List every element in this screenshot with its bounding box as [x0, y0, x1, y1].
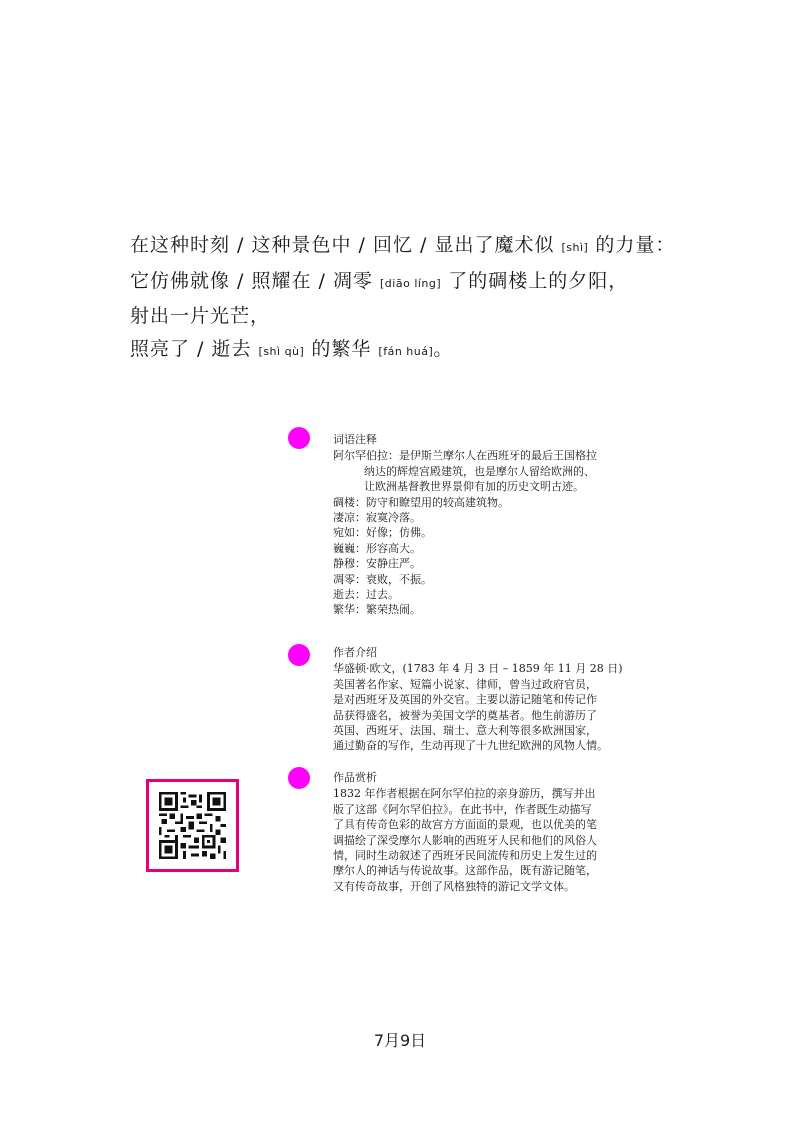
glossary-entry: 静穆：安静庄严。 [333, 557, 421, 571]
glossary-entry: 凄凉：寂寞冷落。 [333, 511, 421, 525]
glossary-entry: 宛如：好像；仿佛。 [333, 526, 432, 540]
passage-line-2: 它仿佛就像 / 照耀在 / 凋零 [diāo líng] 了的碉楼上的夕阳， [130, 269, 629, 292]
appreciation-line: 版了这部《阿尔罕伯拉》。在此书中，作者既生动描写 [333, 802, 592, 816]
glossary-entry: 繁华：繁荣热闹。 [333, 603, 421, 617]
pinyin-annotation: [fán huá] [378, 344, 434, 358]
appreciation-line: 调描绘了深受摩尔人影响的西班牙人民和他们的风俗人 [333, 833, 597, 847]
reading-passage [130, 229, 690, 368]
glossary-section [333, 432, 693, 618]
glossary-bullet-dot [288, 427, 310, 449]
appreciation-line: 情，同时生动叙述了西班牙民间流传和历史上发生过的 [333, 849, 597, 863]
appreciation-bullet-dot [288, 767, 310, 789]
pinyin-annotation: [diāo líng] [380, 276, 442, 290]
author-line: 是对西班牙及英国的外交官。主要以游记随笔和传记作 [333, 693, 597, 707]
pinyin-annotation: [shì qù] [258, 344, 305, 358]
author-line: 英国、西班牙、法国、瑞士、意大利等很多欧洲国家， [333, 724, 597, 738]
glossary-entry: 阿尔罕伯拉：是伊斯兰摩尔人在西班牙的最后王国格拉 纳达的辉煌宫殿建筑，也是摩尔人留给欧洲的、 让欧洲基督教世界景仰有加的历史文明古迹。 [333, 449, 597, 494]
appreciation-line: 摩尔人的神话与传说故事。这部作品，既有游记随笔， [333, 864, 597, 878]
author-line: 通过勤奋的写作，生动再现了十九世纪欧洲的风物人情。 [333, 739, 608, 753]
author-line: 华盛顿·欧文，(1783 年 4 月 3 日 – 1859 年 11 月 28 日) [333, 662, 623, 676]
glossary-entry: 巍巍：形容高大。 [333, 541, 421, 555]
passage-line-1: 在这种时刻 / 这种景色中 / 回忆 / 显出了魔术似 [shì] 的力量： [130, 234, 676, 256]
author-line: 美国著名作家、短篇小说家、律师，曾当过政府官员， [333, 677, 597, 691]
author-bullet-dot [288, 644, 310, 666]
appreciation-section [333, 770, 693, 894]
author-section [333, 645, 693, 754]
glossary-title: 词语注释 [333, 433, 377, 446]
passage-line-3: 射出一片光芒， [130, 305, 271, 327]
passage-line-4: 照亮了 / 逝去 [shì qù] 的繁华 [fán huá]。 [130, 337, 454, 360]
pinyin-annotation: [shì] [561, 241, 589, 254]
appreciation-line: 了具有传奇色彩的故宫方方面面的景观，也以优美的笔 [333, 818, 597, 832]
appreciation-line: 又有传奇故事，开创了风格独特的游记文学文体。 [333, 879, 575, 893]
author-line: 品获得盛名，被誉为美国文学的奠基者。他生前游历了 [333, 708, 597, 722]
glossary-entry: 凋零：衰败，不振。 [333, 572, 432, 586]
qr-code[interactable] [146, 779, 239, 872]
author-title: 作者介绍 [333, 646, 377, 659]
page-date: 7月9日 [373, 1031, 427, 1050]
qr-code-icon [159, 792, 226, 859]
glossary-entry: 碉楼：防守和瞭望用的较高建筑物。 [333, 495, 509, 509]
glossary-entry: 逝去：过去。 [333, 588, 399, 602]
appreciation-line: 1832 年作者根据在阿尔罕伯拉的亲身游历，撰写并出 [333, 787, 596, 801]
appreciation-title: 作品赏析 [333, 771, 377, 784]
